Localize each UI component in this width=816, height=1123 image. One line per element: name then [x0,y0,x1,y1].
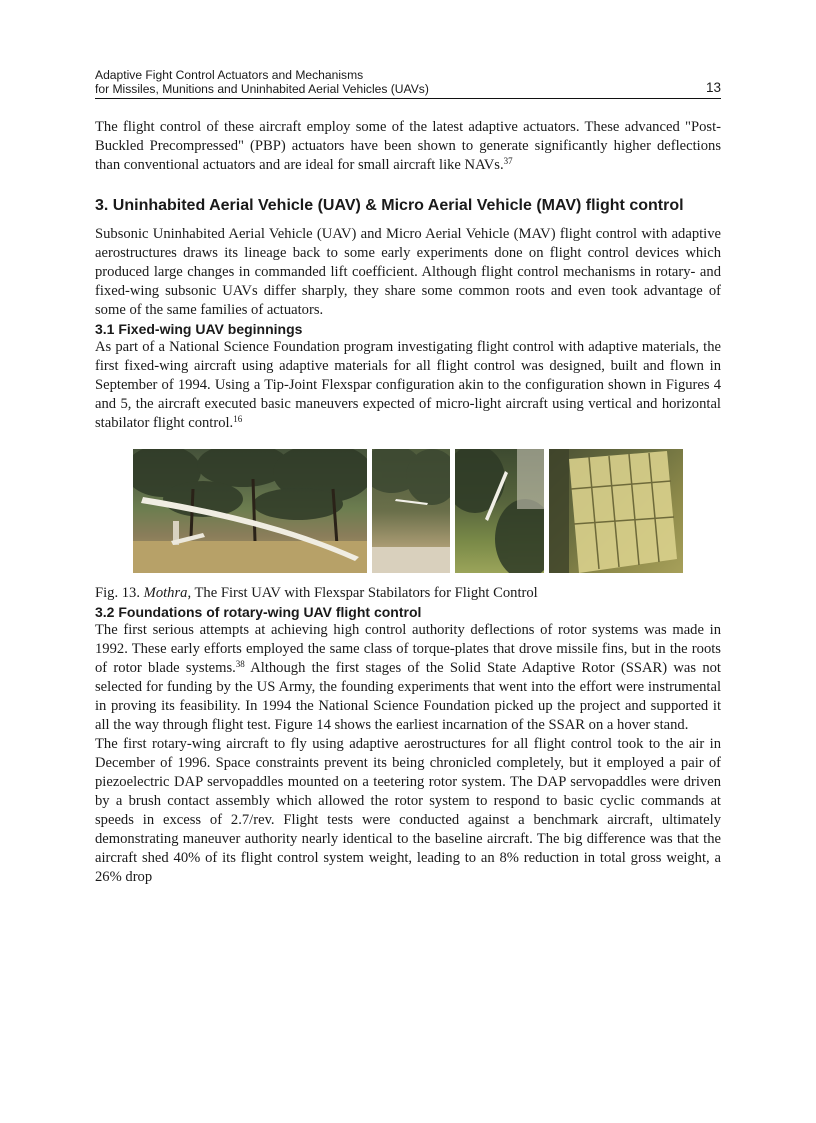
section-3-2-text-a: The first serious attempts at achieving high control authority deflections of rotor systems was made in 1992. These early efforts employed the same class of torque-plates that drove missile fins, but in the roots of rotor blade systems. [95,622,721,676]
intro-reference: 37 [503,156,513,166]
intro-paragraph [95,118,721,175]
page-number: 13 [705,80,721,95]
photo-mothra-climbing [455,449,544,573]
section-3-1-heading: 3.1 Fixed-wing UAV beginnings [95,321,303,337]
photo-flexspar-stabilator-closeup [549,449,683,573]
section-3-2-text-b: Although the first stages of the Solid State Adaptive Rotor (SSAR) was not selected for funding by the US Army, the founding experiments that went into the effort were instrumental in proving its feasibility. In 1994 the National Science Foundation picked up the project and supported it all the way through flight test. Figure 14 shows the earliest incarnation of the SSAR on a hover stand. [95,660,721,733]
section-3-2-heading: 3.2 Foundations of rotary-wing UAV flight control [95,604,422,620]
section-3-1-text: As part of a National Science Foundation program investigating flight control with adaptive materials, the first fixed-wing aircraft using adaptive materials for all flight control was designed, built and flown in September of 1994. Using a Tip-Joint Flexspar configuration akin to the configuration shown in Figures 4 and 5, the aircraft executed basic maneuvers expected of micro-light aircraft using vertical and horizontal stabilator flight control. [95,339,721,431]
section-3-paragraph: Subsonic Uninhabited Aerial Vehicle (UAV) and Micro Aerial Vehicle (MAV) flight control with adaptive aerostructures draws its lineage back to some early experiments done on flight control devices which produced large changes in commanded lift coefficient. Although flight control mechanisms in rotary- and fixed-wing subsonic UAVs differ sharply, they share some common roots and even took advantage of some of the same families of actuators. [95,226,721,318]
figure-13-caption [95,584,721,603]
header-title-line2: for Missiles, Munitions and Uninhabited Aerial Vehicles (UAVs) [95,82,429,96]
header-title-line1: Adaptive Fight Control Actuators and Mechanisms [95,68,364,82]
section-3-1-reference: 16 [233,414,243,424]
figure-13-aircraft-name: Mothra [143,585,188,601]
figure-13-caption-text: , The First UAV with Flexspar Stabilators for Flight Control [187,585,538,601]
figure-13-label: Fig. 13. [95,585,141,601]
photo-mothra-flight-distant [372,449,450,573]
intro-text: The flight control of these aircraft employ some of the latest adaptive actuators. These advanced "Post-Buckled Precompressed" (PBP) actuators have been shown to generate significantly higher deflections than conventional actuators and are ideal for small aircraft like NAVs. [95,119,721,173]
section-3-2-paragraph-1 [95,621,721,735]
running-header [95,66,721,99]
page [95,66,721,887]
section-3-2-paragraph-2: The first rotary-wing aircraft to fly using adaptive aerostructures for all flight control took to the air in December of 1996. Space constraints prevent its being chronicled completely, but it employed a pair of piezoelectric DAP servopaddles mounted on a teetering rotor system. The DAP servopaddles were driven by a brush contact assembly which allowed the rotor system to respond to basic cyclic commands at speeds in excess of 2.7/rev. Flight tests were conducted against a benchmark aircraft, ultimately demonstrating maneuver authority nearly identical to the baseline aircraft. The big difference was that the aircraft shed 40% of its flight control system weight, leading to an 8% reduction in total gross weight, a 26% drop [95,736,721,885]
section-3-1-paragraph [95,338,721,433]
section-3-2-reference: 38 [235,659,245,669]
figure-13 [133,449,721,573]
section-3-heading: 3. Uninhabited Aerial Vehicle (UAV) & Micro Aerial Vehicle (MAV) flight control [95,197,684,214]
photo-mothra-flight-wide [133,449,367,573]
